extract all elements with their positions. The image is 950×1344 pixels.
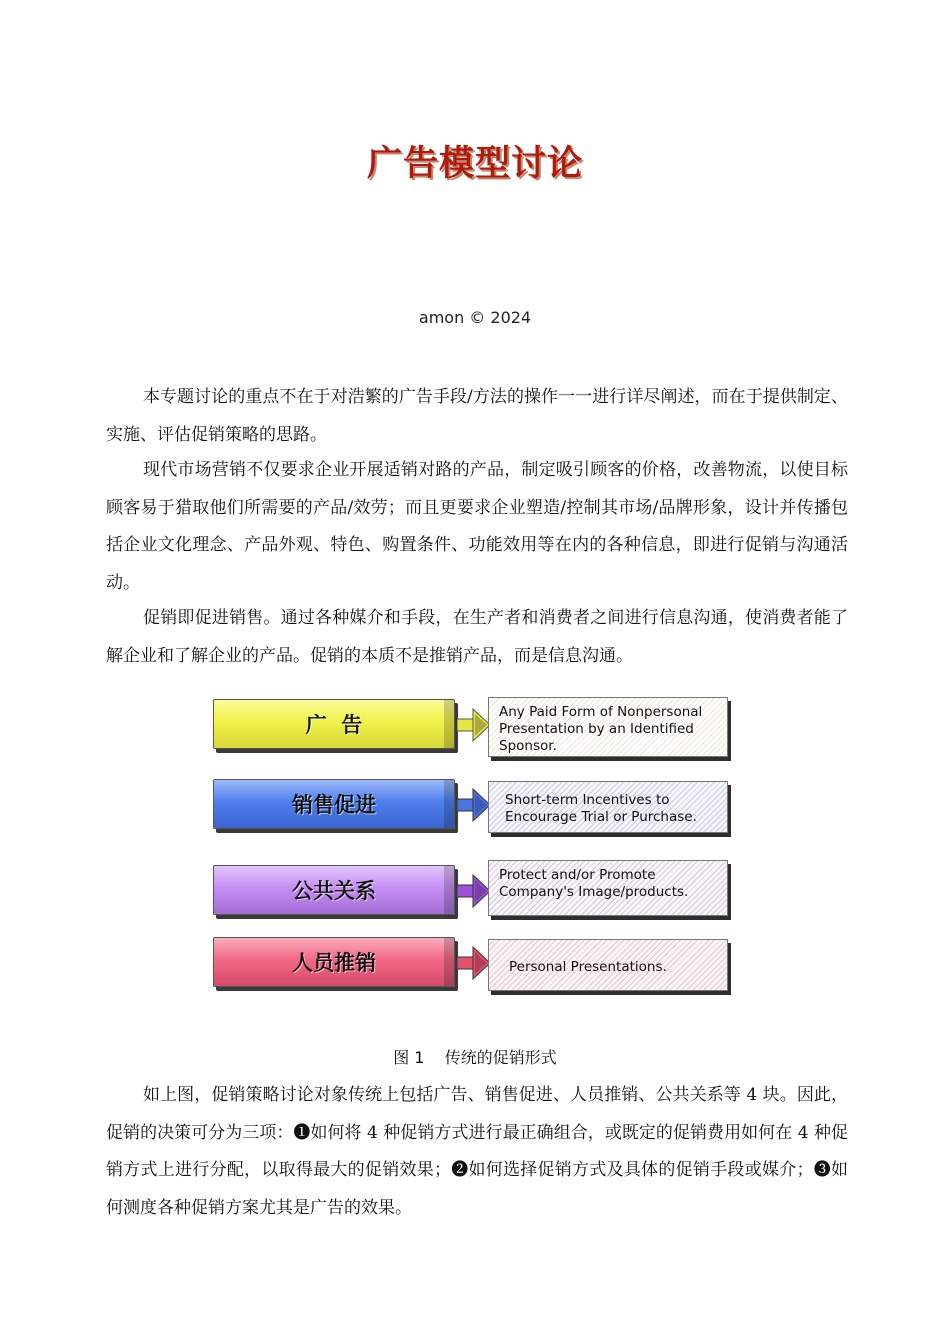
label-box [213, 779, 455, 829]
bevel-edge [444, 938, 454, 986]
author-line: amon © 2024 [418, 308, 532, 327]
arrow-right-icon [457, 706, 491, 744]
label-box [213, 699, 455, 749]
label-box [213, 937, 455, 987]
arrow-right-icon [457, 944, 491, 982]
arrow-right-icon [457, 786, 491, 824]
paragraph-promotion: 促销即促进销售。通过各种媒介和手段，在生产者和消费者之间进行信息沟通，使消费者能了解企业和了解企业的产品。促销的本质不是推销产品，而是信息沟通。 [106, 608, 848, 666]
paragraph-marketing: 现代市场营销不仅要求企业开展适销对路的产品，制定吸引顾客的价格，改善物流，以使目标顾客易于猎取他们所需要的产品/效劳；而且更要求企业塑造/控制其市场/品牌形象，设计并传播包括企业文化理念、产品外观、特色、购置条件、功能效用等在内的各种信息，即进行促销与沟通活动。 [106, 460, 848, 593]
document-title: 广告模型讨论 [366, 144, 583, 184]
description-box [488, 697, 728, 757]
diagram-row-advertising [210, 694, 740, 756]
row-description: Any Paid Form of Nonpersonal Presentation by an Identified Sponsor. [499, 703, 703, 754]
description-box [488, 939, 728, 991]
row-label: 销售促进 [292, 793, 376, 817]
row-label: 人员推销 [292, 951, 376, 975]
description-box [488, 781, 728, 833]
row-description: Personal Presentations. [509, 958, 667, 975]
arrow-right-icon [457, 872, 491, 910]
bevel-edge [444, 866, 454, 914]
promotion-forms-diagram [210, 694, 740, 1004]
diagram-row-sales-promotion [210, 774, 740, 836]
figure-caption: 图 1 传统的促销形式 [393, 1048, 557, 1067]
description-box [488, 860, 728, 916]
bevel-edge [444, 700, 454, 748]
paragraph-decisions: 如上图，促销策略讨论对象传统上包括广告、销售促进、人员推销、公共关系等 4 块。因此，促销的决策可分为三项：❶如何将 4 种促销方式进行最正确组合，或既定的促销费用如何在 4 种促销方式上进行分配，以取得最大的促销效果；❷如何选择促销方式及具体的促销手段或媒介；❸如何测度各种促销方案尤其是广告的效果。 [106, 1085, 848, 1218]
row-label: 广 告 [305, 713, 363, 737]
paragraph-intro: 本专题讨论的重点不在于对浩繁的广告手段/方法的操作一一进行详尽阐述，而在于提供制定、实施、评估促销策略的思路。 [106, 387, 848, 445]
row-label: 公共关系 [292, 879, 376, 903]
row-description: Short-term Incentives to Encourage Trial or Purchase. [505, 792, 697, 825]
row-description: Protect and/or Promote Company's Image/products. [499, 867, 689, 900]
label-box [213, 865, 455, 915]
diagram-row-public-relations [210, 860, 740, 922]
bevel-edge [444, 780, 454, 828]
diagram-row-personal-selling [210, 932, 740, 994]
